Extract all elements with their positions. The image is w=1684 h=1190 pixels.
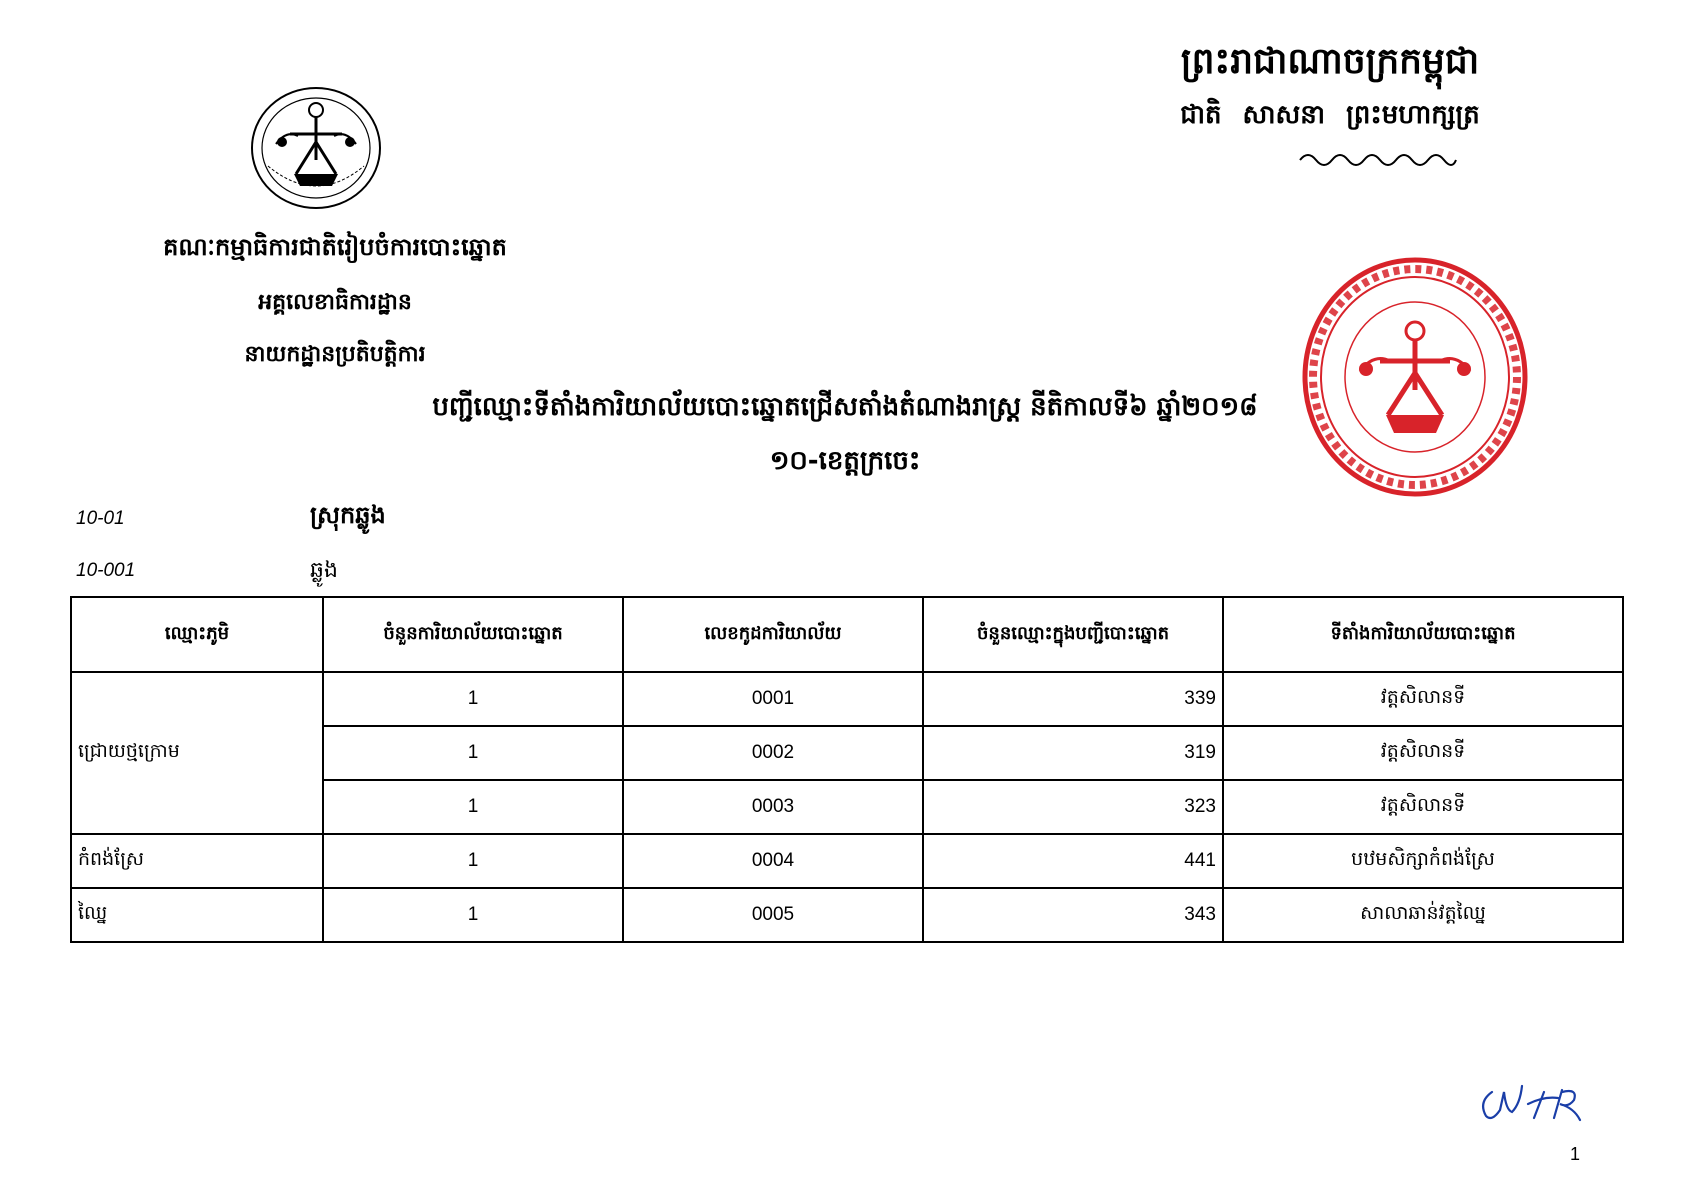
station-code-cell: 0001 [623, 672, 923, 726]
table-row [71, 888, 1623, 942]
voter-count-cell: 441 [923, 834, 1223, 888]
location-cell: បឋមសិក្សាកំពង់ស្រែ [1223, 834, 1623, 888]
station-count-cell: 1 [323, 672, 623, 726]
department-name: នាយកដ្ឋានប្រតិបត្តិការ [244, 342, 426, 367]
organization-name: គណៈកម្មាធិការជាតិរៀបចំការបោះឆ្នោត [163, 233, 507, 261]
header-station-count: ចំនួនការិយាល័យបោះឆ្នោត [323, 597, 623, 672]
ornament-divider [1298, 148, 1458, 168]
voter-count-cell: 319 [923, 726, 1223, 780]
station-code-cell: 0002 [623, 726, 923, 780]
location-cell: វត្តសិលានទី [1223, 780, 1623, 834]
commune-name: ឆ្លូង [310, 558, 338, 583]
voter-count-cell: 323 [923, 780, 1223, 834]
secretariat-name: អគ្គលេខាធិការដ្ឋាន [258, 290, 412, 315]
header-station-location: ទីតាំងការិយាល័យបោះឆ្នោត [1223, 597, 1623, 672]
header-station-code: លេខកូដការិយាល័យ [623, 597, 923, 672]
village-cell: កំពង់ស្រែ [71, 834, 323, 888]
voter-count-cell: 339 [923, 672, 1223, 726]
village-cell: ឈ្នៃ [71, 888, 323, 942]
location-cell: វត្តសិលានទី [1223, 672, 1623, 726]
table-row [71, 672, 1623, 726]
signature [1470, 1078, 1620, 1128]
station-code-cell: 0005 [623, 888, 923, 942]
table-row [71, 834, 1623, 888]
voter-count-cell: 343 [923, 888, 1223, 942]
header-voter-count: ចំនួនឈ្មោះក្នុងបញ្ជីបោះឆ្នោត [923, 597, 1223, 672]
station-count-cell: 1 [323, 780, 623, 834]
station-code-cell: 0004 [623, 834, 923, 888]
village-cell: ជ្រោយថ្មក្រោម [71, 672, 323, 834]
header-village: ឈ្មោះភូមិ [71, 597, 323, 672]
document-title: បញ្ជីឈ្មោះទីតាំងការិយាល័យបោះឆ្នោតជ្រើសតាំងតំណាងរាស្ត្រ នីតិកាលទី៦ ឆ្នាំ២០១៨ [432, 392, 1258, 422]
district-code: 10-01 [76, 508, 125, 529]
location-cell: វត្តសិលានទី [1223, 726, 1623, 780]
location-cell: សាលាឆាន់វត្តឈ្នៃ [1223, 888, 1623, 942]
province-heading: ១០-ខេត្តក្រចេះ [769, 446, 921, 476]
kingdom-motto: ជាតិ សាសនា ព្រះមហាក្សត្រ [1180, 100, 1480, 130]
station-code-cell: 0003 [623, 780, 923, 834]
polling-station-table [70, 596, 1624, 943]
commune-code: 10-001 [76, 560, 136, 581]
station-count-cell: 1 [323, 834, 623, 888]
page-number: 1 [1570, 1144, 1581, 1164]
station-count-cell: 1 [323, 726, 623, 780]
nec-emblem [246, 82, 386, 212]
kingdom-title: ព្រះរាជាណាចក្រកម្ពុជា [1180, 41, 1480, 82]
table-header-row [71, 597, 1623, 672]
district-name: ស្រុកឆ្លូង [310, 501, 386, 529]
station-count-cell: 1 [323, 888, 623, 942]
